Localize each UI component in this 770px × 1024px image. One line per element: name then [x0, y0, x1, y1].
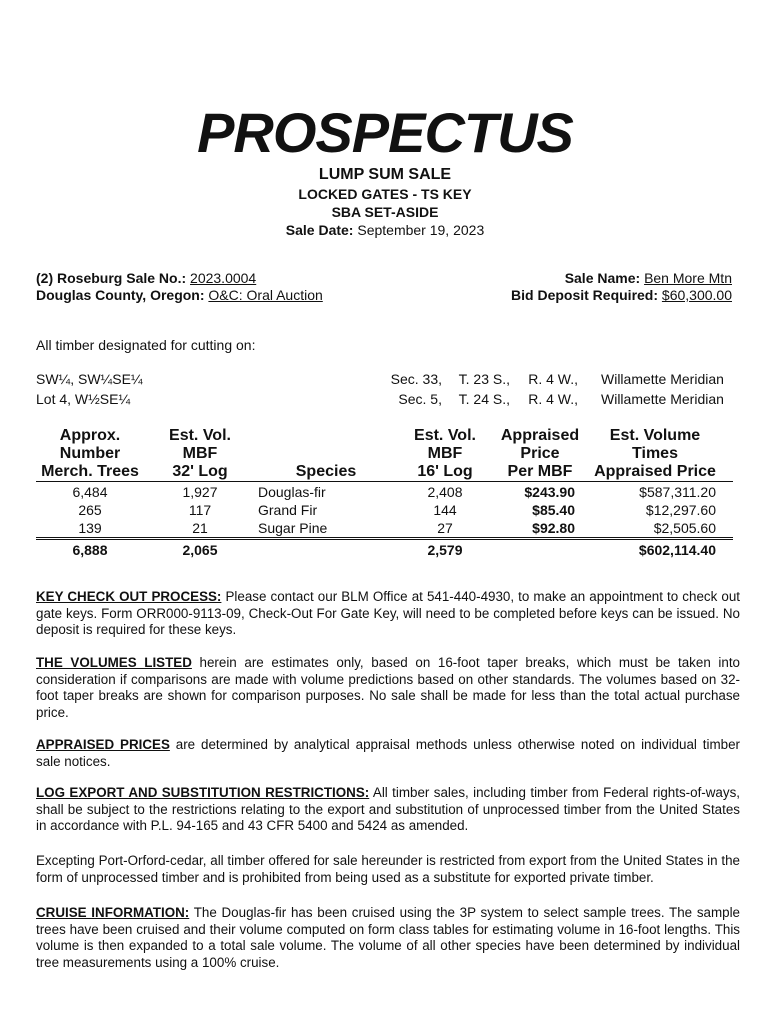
row1-vol16: 2,408: [427, 484, 463, 500]
volumes-listed-body: herein are estimates only, based on 16-foot taper breaks, which must be taken into consideration if comparisons are made with volume predictions based on other standards. The volumes based on 32-foot taper breaks are shown for comparison purposes. No sale shall be made for less than the total actual purchase price.: [36, 655, 740, 720]
row1-price: $243.90: [524, 484, 575, 500]
meridian-1: Willamette Meridian: [601, 371, 724, 387]
county: [36, 287, 323, 303]
row2-vol16: 144: [433, 502, 457, 518]
sale-name: [565, 270, 732, 286]
row1-vol32: 1,927: [182, 484, 218, 500]
sale-number-label: (2) Roseburg Sale No.:: [36, 270, 187, 286]
range-2: R. 4 W.,: [528, 391, 578, 407]
county-label: Douglas County, Oregon:: [36, 287, 205, 303]
sale-date-value: September 19, 2023: [357, 222, 485, 238]
cruise-info-paragraph: [36, 905, 740, 971]
row3-total: $2,505.60: [653, 520, 716, 536]
total-trees: 6,888: [72, 542, 108, 558]
bid-deposit-value: $60,300.00: [661, 287, 732, 303]
header-divider: [36, 481, 733, 482]
row3-vol16: 27: [437, 520, 453, 536]
excepting-paragraph: Excepting Port-Orford-cedar, all timber offered for sale hereunder is restricted from export from the United States in the form of unprocessed timber and is prohibited from being used as a substitute for exported private timber.: [36, 853, 740, 885]
township-2: T. 24 S.,: [458, 391, 510, 407]
col-header-species: Species: [295, 463, 357, 480]
key-checkout-paragraph: [36, 589, 740, 639]
row2-vol32: 117: [188, 502, 212, 518]
meridian-2: Willamette Meridian: [601, 391, 724, 407]
totals-divider-bottom: [36, 539, 733, 540]
cruise-info-heading: CRUISE INFORMATION:: [36, 905, 190, 920]
col-header-trees: Approx. Number Merch. Trees: [41, 427, 139, 480]
col-header-price: Appraised Price Per MBF: [500, 427, 580, 480]
row3-trees: 139: [78, 520, 102, 536]
row1-total: $587,311.20: [639, 484, 716, 500]
sale-name-value: Ben More Mtn: [644, 270, 732, 286]
col-header-vol16: Est. Vol. MBF 16' Log: [414, 427, 476, 480]
volumes-listed-paragraph: [36, 655, 740, 721]
range-1: R. 4 W.,: [528, 371, 578, 387]
county-value: O&C: Oral Auction: [208, 287, 323, 303]
sale-date: [0, 222, 770, 238]
row3-species: Sugar Pine: [258, 520, 328, 536]
total-price: $602,114.40: [638, 542, 716, 558]
col-header-total: Est. Volume Times Appraised Price: [594, 427, 716, 480]
row2-price: $85.40: [532, 502, 575, 518]
bid-deposit: [511, 287, 732, 303]
volumes-listed-heading: THE VOLUMES LISTED: [36, 655, 192, 670]
page-title: PROSPECTUS: [197, 101, 573, 164]
sale-number: [36, 270, 256, 286]
row2-total: $12,297.60: [645, 502, 716, 518]
appraised-prices-body: are determined by analytical appraisal methods unless otherwise noted on individual timber sale notices.: [36, 737, 740, 769]
log-export-paragraph: [36, 785, 740, 835]
col-header-vol32: Est. Vol. MBF 32' Log: [169, 427, 231, 480]
sale-number-value: 2023.0004: [190, 270, 257, 286]
row3-price: $92.80: [532, 520, 575, 536]
section-1: Sec. 33,: [390, 371, 442, 387]
appraised-prices-heading: APPRAISED PRICES: [36, 737, 170, 752]
designation-intro: All timber designated for cutting on:: [36, 337, 256, 353]
row1-trees: 6,484: [72, 484, 108, 500]
totals-divider-top: [36, 537, 733, 538]
legal-desc-2: Lot 4, W½SE¼: [36, 391, 131, 407]
total-vol32: 2,065: [182, 542, 218, 558]
total-vol16: 2,579: [427, 542, 463, 558]
gate-type: LOCKED GATES - TS KEY: [298, 186, 472, 202]
row3-vol32: 21: [192, 520, 208, 536]
legal-desc-1: SW¼, SW¼SE¼: [36, 371, 143, 387]
log-export-heading: LOG EXPORT AND SUBSTITUTION RESTRICTIONS:: [36, 785, 370, 800]
cruise-info-body: The Douglas-fir has been cruised using the 3P system to select sample trees. The sample trees have been cruised and their volume computed on form class tables for estimating volume in 16-foot lengths. This volume is then expanded to a total sale volume. The volume of all other species have been determined by individual tree measurements using a 100% cruise.: [36, 905, 741, 970]
row1-species: Douglas-fir: [258, 484, 326, 500]
township-1: T. 23 S.,: [458, 371, 510, 387]
sale-type: LUMP SUM SALE: [318, 166, 452, 183]
set-aside: SBA SET-ASIDE: [331, 204, 439, 220]
key-checkout-body: Please contact our BLM Office at 541-440-4930, to make an appointment to check out gate keys. Form ORR000-9113-09, Check-Out For Gate Key, will need to be completed before keys can be issued. No deposit is required for these keys.: [36, 589, 740, 637]
row2-species: Grand Fir: [258, 502, 318, 518]
row2-trees: 265: [78, 502, 102, 518]
sale-name-label: Sale Name:: [564, 270, 641, 286]
log-export-body: All timber sales, including timber from Federal rights-of-ways, shall be subject to the restrictions relating to the export and substitution of unprocessed timber from the United States in accordance with P.L. 94-165 and 43 CFR 5400 and 5424 as amended.: [36, 785, 740, 833]
key-checkout-heading: KEY CHECK OUT PROCESS:: [36, 589, 222, 604]
bid-deposit-label: Bid Deposit Required:: [511, 287, 659, 303]
sale-date-label: Sale Date:: [285, 222, 354, 238]
section-2: Sec. 5,: [398, 391, 442, 407]
appraised-prices-paragraph: [36, 737, 740, 770]
